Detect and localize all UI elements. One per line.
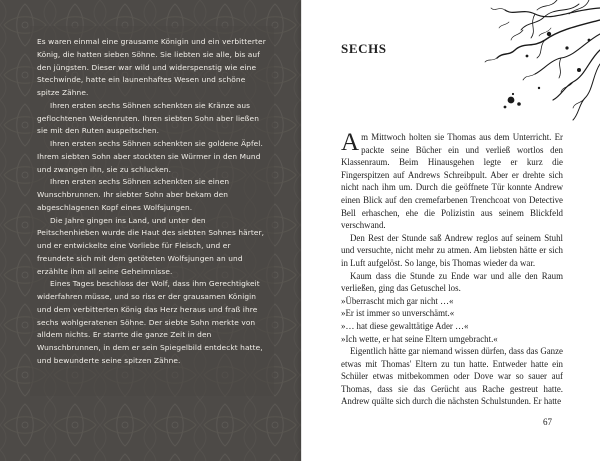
fairy-tale-paragraph: Ihren ersten sechs Söhnen schenkten sie goldene Äpfel. Ihrem siebten Sohn aber stockten sie Würmer in den Mund und zwangen ihn, sie zu schlucken. bbox=[37, 139, 263, 174]
ink-tendrils-illustration bbox=[439, 0, 600, 130]
dialogue-line: »… hat diese gewalttätige Ader …« bbox=[341, 320, 469, 331]
first-paragraph-text: m Mittwoch holten sie Thomas aus dem Unterricht. Er packte seine Bücher ein und verließ wortlos den Klassenraum. Beim Hinausgehen legte er kurz die Fingerspitzen auf Andrews Schreibpult. Aber er drehte sich nicht nach ihm um. Durch die geöffnete Tür konnte Andrew einen Blick auf den cremefarbenen Trenchcoat von Detective Bell erhaschen, ehe die Polizistin aus seinem Blickfeld verschwand. bbox=[341, 132, 563, 231]
fairy-tale-paragraph: Ihren ersten sechs Söhnen schenkten sie einen Wunschbrunnen. Ihr siebter Sohn aber bekam den abgeschlagenen Kopf eines Wolfsjungen. bbox=[37, 177, 230, 212]
dialogue-line: »Ich wette, er hat seine Eltern umgebracht.« bbox=[341, 333, 498, 344]
right-page-chapter bbox=[301, 0, 600, 461]
page-number: 67 bbox=[543, 417, 552, 427]
body-paragraph: Den Rest der Stunde saß Andrew reglos auf seinem Stuhl und versuchte, nicht mehr zu atmen. Am liebsten hätte er sich in Luft aufgelöst. So lange, bis Thomas wieder da war. bbox=[341, 232, 563, 268]
drop-cap-letter: A bbox=[341, 129, 360, 156]
first-paragraph bbox=[341, 131, 563, 232]
fairy-tale-paragraph: Die Jahre gingen ins Land, und unter den Peitschenhieben wurde die Haut des siebten Sohnes härter, und er entwickelte eine Vorliebe für Fleisch, und er freundete sich mit dem getöteten Wolfsjungen an und erzählte ihm all seine Geheimnisse. bbox=[37, 215, 265, 276]
dialogue-line: »Er ist immer so unverschämt.« bbox=[341, 308, 455, 319]
fairy-tale-paragraph: Eines Tages beschloss der Wolf, dass ihm Gerechtigkeit widerfahren müsse, und so riss er der grausamen Königin und dem verbitterten König das Herz heraus und fraß ihre sechs wohlgeratenen Söhne. Der siebte Sohn merkte von alldem nichts. Er starrte die ganze Zeit in den Wunschbrunnen, in dem er sein Spiegelbild entdeckt hatte, und bewunderte seine spitzen Zähne. bbox=[37, 279, 263, 365]
body-paragraph: Eigentlich hätte gar niemand wissen dürfen, dass das Ganze etwas mit Thomas' Eltern zu tun hatte. Entweder hatte ein Schüler etwas mitbekommen oder Dove war so sauer auf Thomas, dass sie das Gerücht aus Rache gestreut hatte. Andrew quälte sich durch die nächsten Schulstunden. Er hatte bbox=[341, 346, 563, 407]
fairy-tale-paragraph: Ihren ersten sechs Söhnen schenkten sie Kränze aus geflochtenen Weidenruten. Ihren siebten Sohn aber ließen sie mit den Ruten auspeitschen. bbox=[37, 100, 259, 136]
fairy-tale-text bbox=[37, 36, 267, 368]
body-paragraph: Kaum dass die Stunde zu Ende war und alle den Raum verließen, ging das Getuschel los. bbox=[341, 270, 563, 294]
chapter-body-text bbox=[341, 131, 563, 408]
dialogue-line: »Überrascht mich gar nicht …« bbox=[341, 295, 454, 306]
book-gutter-shadow bbox=[296, 0, 302, 461]
chapter-title: SECHS bbox=[341, 41, 387, 56]
fairy-tale-paragraph: Es waren einmal eine grausame Königin und ein verbitterter König, die hatten sieben Söhne. Sie liebten sie alle, bis auf den jüngsten. Dieser war wild und widerspenstig wie eine Stechwinde, hatte ein launenhaftes Wesen und schöne spitze Zähne. bbox=[37, 37, 266, 97]
